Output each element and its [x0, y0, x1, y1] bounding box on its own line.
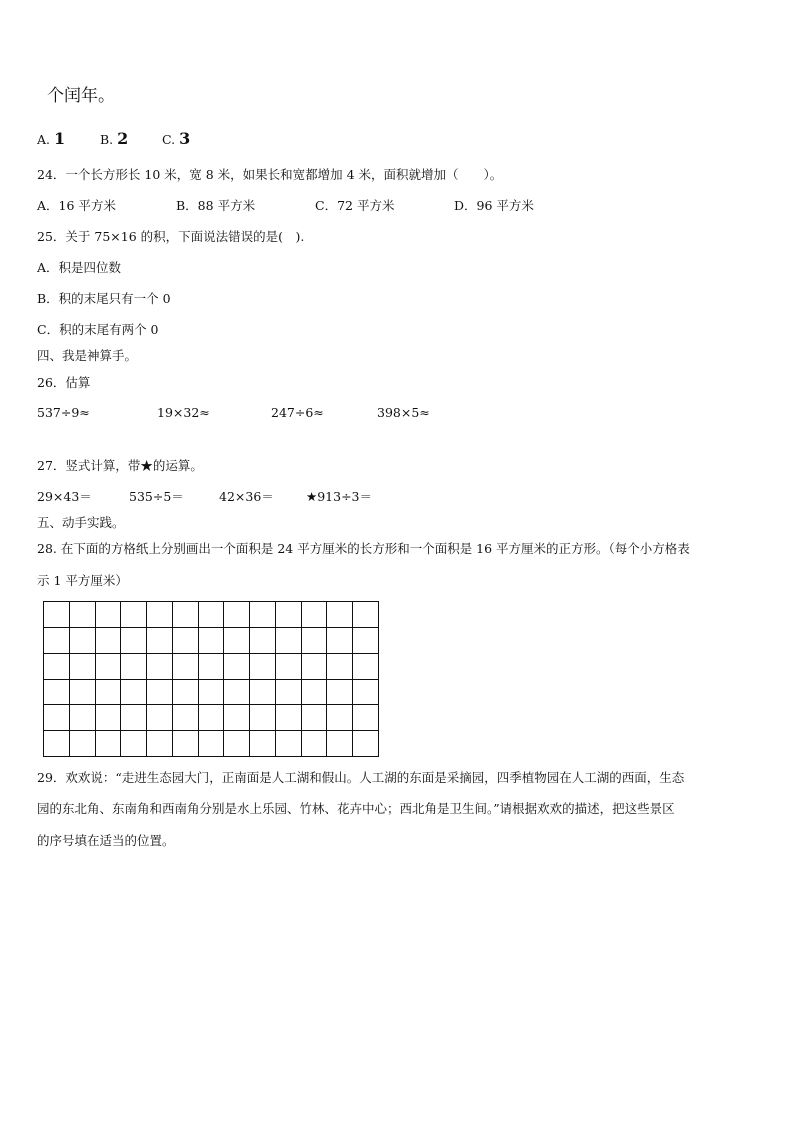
grid-cell[interactable] [199, 731, 225, 757]
section-4-heading: 四、我是神算手。 [37, 348, 138, 363]
section-5-heading: 五、动手实践。 [37, 515, 125, 530]
grid-cell[interactable] [250, 602, 276, 628]
grid-cell[interactable] [327, 731, 353, 757]
grid-cell[interactable] [96, 628, 122, 654]
grid-cell[interactable] [96, 602, 122, 628]
option-value: 3 [179, 129, 191, 148]
grid-cell[interactable] [302, 731, 328, 757]
q25-option-a: A．积是四位数 [37, 260, 122, 275]
grid-cell[interactable] [173, 705, 199, 731]
q24-option-c: C．72 平方米 [315, 198, 395, 213]
grid-cell[interactable] [224, 731, 250, 757]
grid-cell[interactable] [173, 680, 199, 706]
option-letter: B. [100, 132, 114, 147]
grid-cell[interactable] [147, 680, 173, 706]
grid-cell[interactable] [199, 680, 225, 706]
grid-paper[interactable] [43, 601, 379, 757]
q23-option-b [100, 131, 128, 148]
grid-cell[interactable] [199, 628, 225, 654]
grid-cell[interactable] [147, 628, 173, 654]
grid-cell[interactable] [276, 731, 302, 757]
grid-cell[interactable] [276, 602, 302, 628]
grid-cell[interactable] [44, 705, 70, 731]
grid-cell[interactable] [147, 705, 173, 731]
q23-option-c [162, 131, 190, 148]
grid-cell[interactable] [224, 705, 250, 731]
grid-cell[interactable] [250, 628, 276, 654]
grid-cell[interactable] [147, 654, 173, 680]
grid-cell[interactable] [121, 602, 147, 628]
grid-cell[interactable] [121, 628, 147, 654]
grid-cell[interactable] [276, 680, 302, 706]
grid-cell[interactable] [44, 628, 70, 654]
q25-option-b: B．积的末尾只有一个 0 [37, 291, 171, 306]
q25-stem: 25．关于 75×16 的积，下面说法错误的是( ). [37, 229, 305, 244]
q28-line-1: 28. 在下面的方格纸上分别画出一个面积是 24 平方厘米的长方形和一个面积是 16 平方厘米的正方形。（每个小方格表 [37, 541, 690, 556]
grid-cell[interactable] [199, 602, 225, 628]
q29-line-3: 的序号填在适当的位置。 [37, 833, 175, 848]
grid-cell[interactable] [173, 654, 199, 680]
grid-cell[interactable] [250, 654, 276, 680]
grid-cell[interactable] [276, 628, 302, 654]
grid-cell[interactable] [96, 705, 122, 731]
grid-cell[interactable] [276, 705, 302, 731]
grid-cell[interactable] [302, 628, 328, 654]
grid-cell[interactable] [327, 628, 353, 654]
grid-cell[interactable] [224, 628, 250, 654]
q26-stem: 26．估算 [37, 375, 91, 390]
grid-cell[interactable] [302, 680, 328, 706]
q24-option-a: A．16 平方米 [37, 198, 116, 213]
grid-cell[interactable] [302, 602, 328, 628]
q26-item-4: 398×5≈ [377, 405, 430, 420]
grid-cell[interactable] [199, 654, 225, 680]
grid-cell[interactable] [44, 654, 70, 680]
grid-cell[interactable] [302, 654, 328, 680]
grid-cell[interactable] [173, 602, 199, 628]
grid-cell[interactable] [353, 731, 379, 757]
q25-option-c: C．积的末尾有两个 0 [37, 322, 159, 337]
q27-item-3: 42×36＝ [219, 489, 274, 504]
grid-cell[interactable] [276, 654, 302, 680]
grid-cell[interactable] [70, 628, 96, 654]
grid-cell[interactable] [353, 705, 379, 731]
q29-line-1: 29．欢欢说：“走进生态园大门，正南面是人工湖和假山。人工湖的东面是采摘园，四季植物园在人工湖的西面，生态 [37, 770, 685, 785]
option-value: 1 [54, 129, 66, 148]
q26-item-1: 537÷9≈ [37, 405, 90, 420]
grid-cell[interactable] [250, 731, 276, 757]
grid-cell[interactable] [224, 602, 250, 628]
grid-cell[interactable] [224, 654, 250, 680]
grid-cell[interactable] [327, 654, 353, 680]
grid-cell[interactable] [147, 731, 173, 757]
grid-cell[interactable] [353, 602, 379, 628]
option-letter: C. [162, 132, 176, 147]
q24-option-b: B．88 平方米 [176, 198, 256, 213]
grid-cell[interactable] [70, 680, 96, 706]
q28-line-2: 示 1 平方厘米） [37, 573, 128, 588]
grid-cell[interactable] [224, 680, 250, 706]
option-value: 2 [117, 129, 129, 148]
grid-cell[interactable] [121, 705, 147, 731]
q27-item-1: 29×43＝ [37, 489, 92, 504]
grid-cell[interactable] [121, 731, 147, 757]
grid-cell[interactable] [96, 731, 122, 757]
grid-cell[interactable] [327, 705, 353, 731]
grid-cell[interactable] [173, 628, 199, 654]
grid-cell[interactable] [121, 654, 147, 680]
q24-stem: 24．一个长方形长 10 米，宽 8 米，如果长和宽都增加 4 米，面积就增加（ ）。 [37, 167, 503, 182]
grid-cell[interactable] [44, 602, 70, 628]
grid-cell[interactable] [199, 705, 225, 731]
grid-cell[interactable] [96, 680, 122, 706]
q29-line-2: 园的东北角、东南角和西南角分别是水上乐园、竹林、花卉中心；西北角是卫生间。”请根据欢欢的描述，把这些景区 [37, 801, 675, 816]
grid-cell[interactable] [250, 705, 276, 731]
q27-stem: 27．竖式计算，带★的运算。 [37, 458, 203, 473]
grid-cell[interactable] [44, 731, 70, 757]
q27-item-4: ★913÷3＝ [306, 489, 372, 504]
q24-option-d: D．96 平方米 [454, 198, 534, 213]
grid-cell[interactable] [147, 602, 173, 628]
grid-cell[interactable] [70, 654, 96, 680]
q23-tail: 个闰年。 [47, 86, 115, 106]
grid-cell[interactable] [70, 705, 96, 731]
grid-cell[interactable] [327, 602, 353, 628]
q27-item-2: 535÷5＝ [129, 489, 184, 504]
grid-cell[interactable] [353, 628, 379, 654]
grid-cell[interactable] [353, 654, 379, 680]
grid-cell[interactable] [96, 654, 122, 680]
grid-cell[interactable] [44, 680, 70, 706]
option-letter: A. [37, 132, 51, 147]
grid-cell[interactable] [353, 680, 379, 706]
grid-cell[interactable] [302, 705, 328, 731]
q26-item-2: 19×32≈ [157, 405, 210, 420]
grid-cell[interactable] [327, 680, 353, 706]
q26-item-3: 247÷6≈ [271, 405, 324, 420]
grid-cell[interactable] [250, 680, 276, 706]
grid-cell[interactable] [70, 602, 96, 628]
grid-cell[interactable] [70, 731, 96, 757]
q23-option-a [37, 131, 65, 148]
grid-cell[interactable] [121, 680, 147, 706]
grid-cell[interactable] [173, 731, 199, 757]
